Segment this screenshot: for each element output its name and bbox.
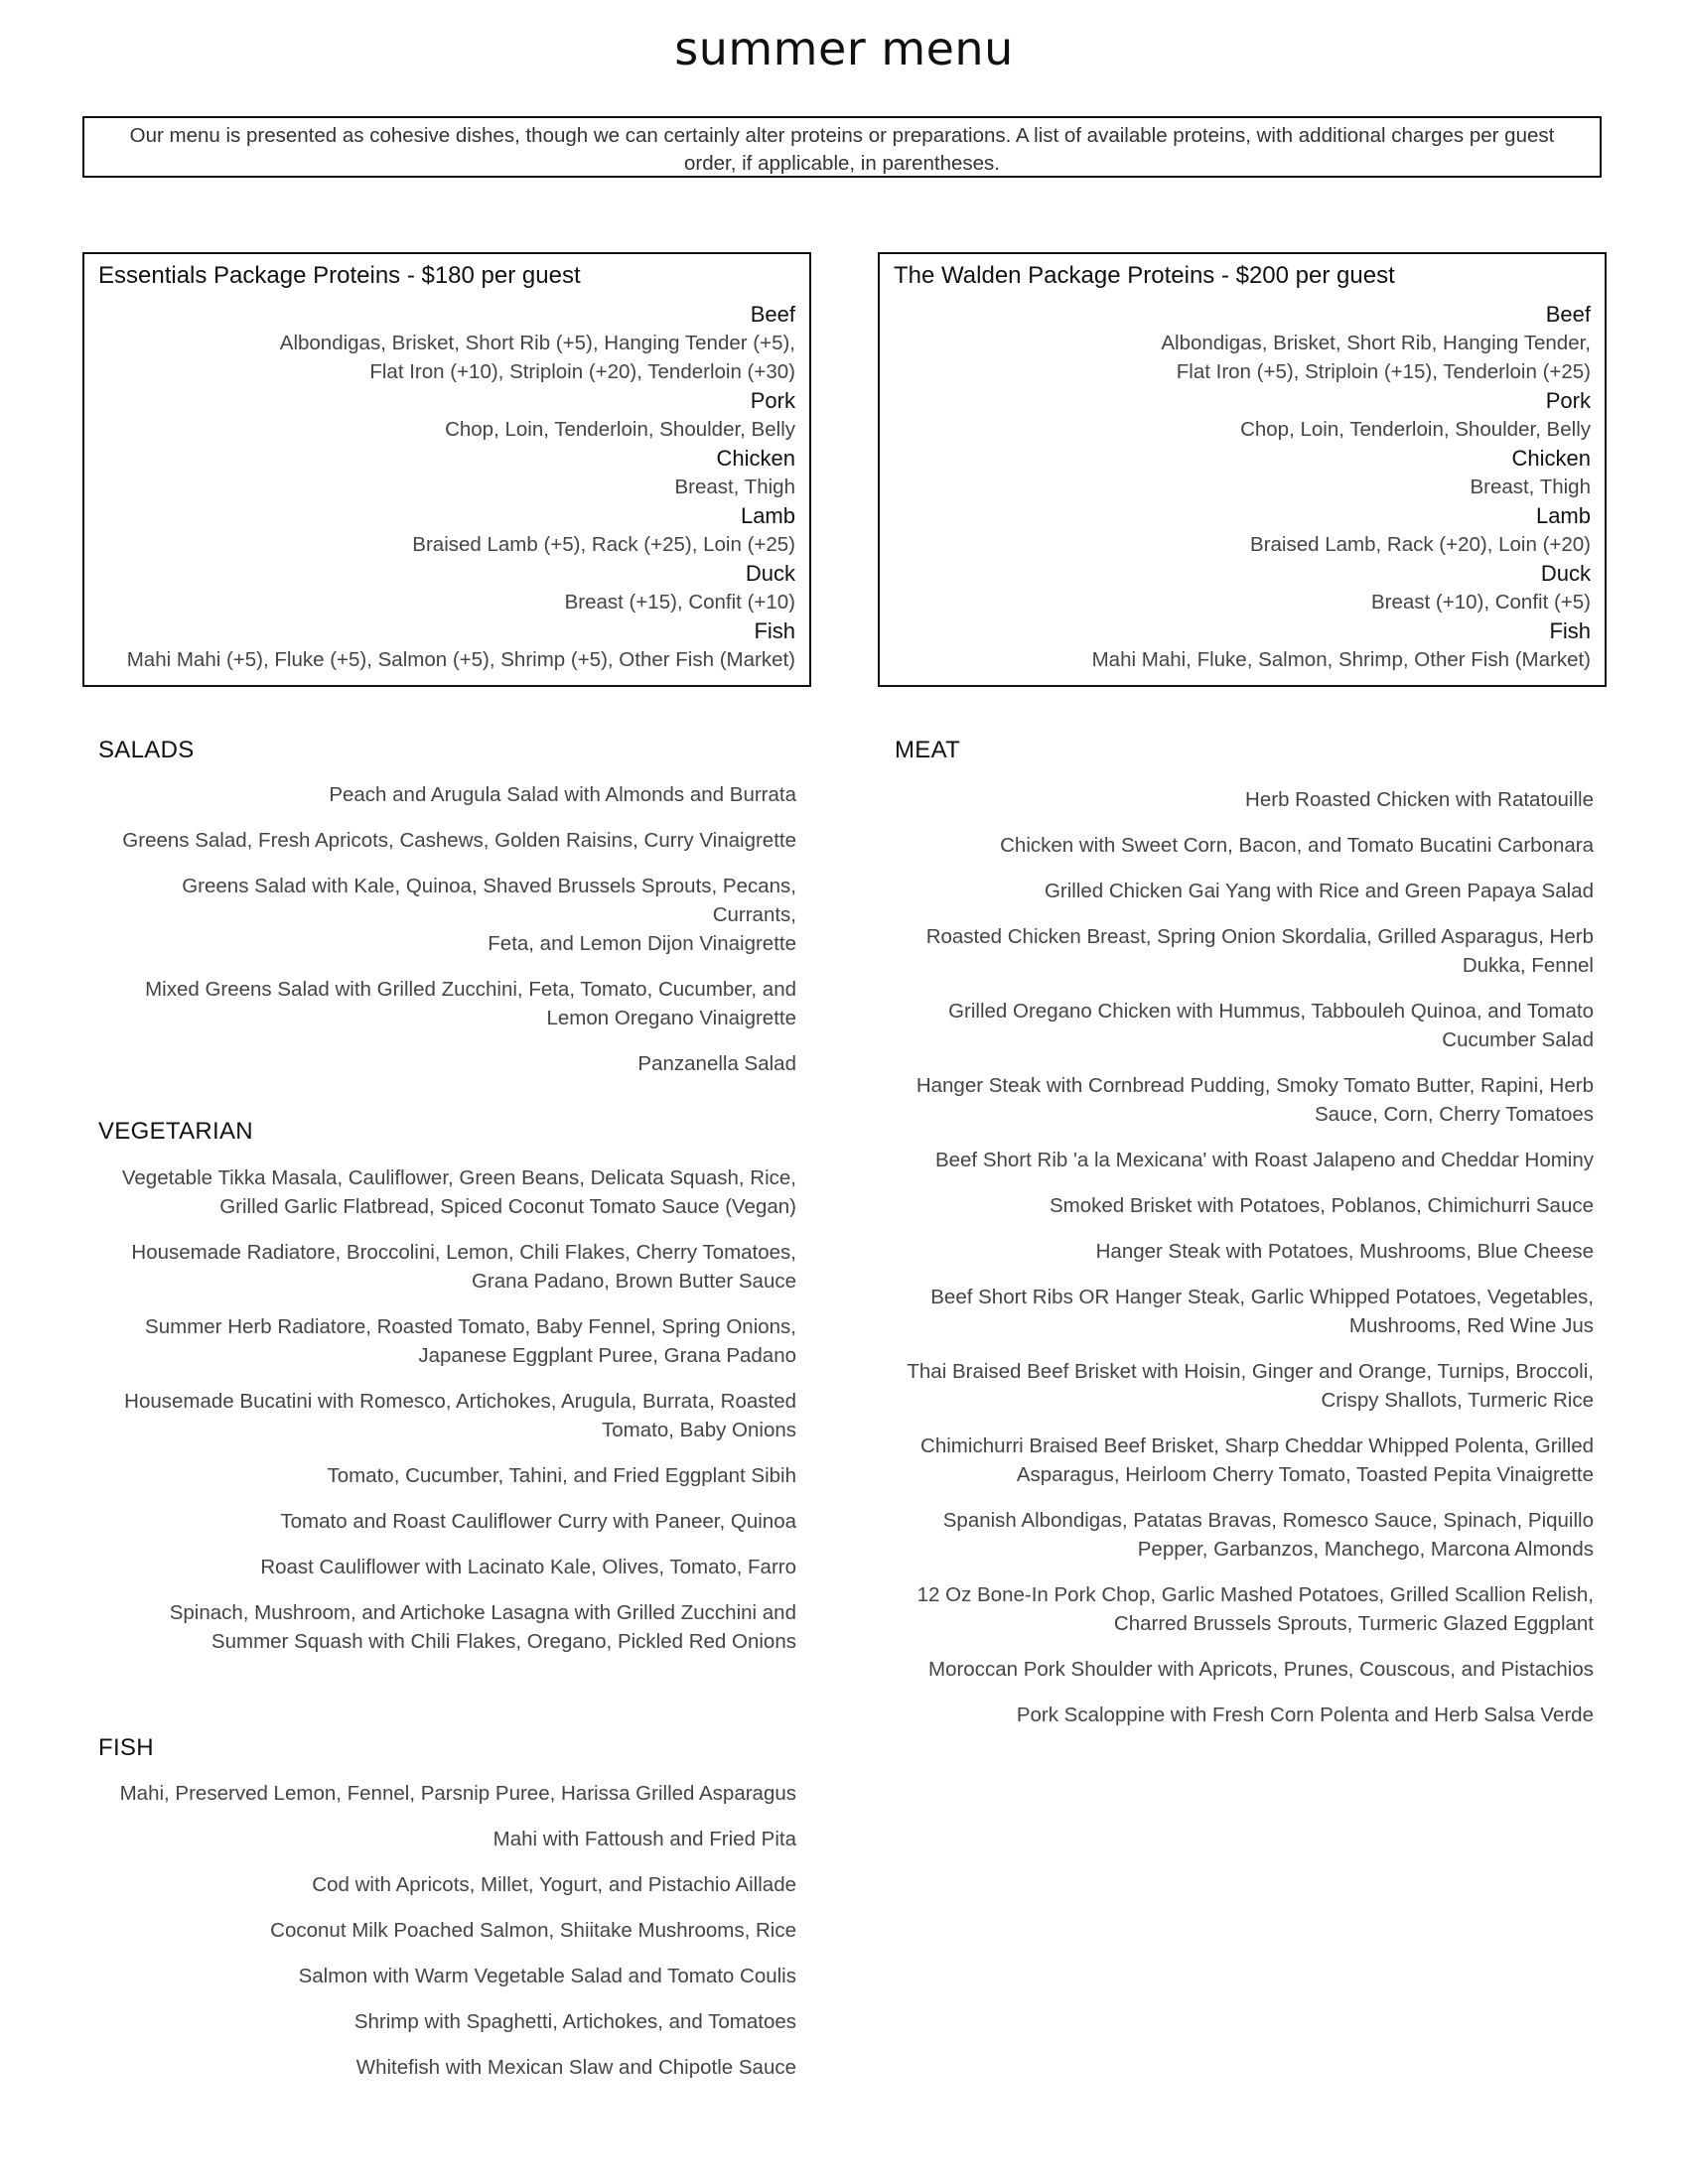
- menu-item: Greens Salad, Fresh Apricots, Cashews, Golden Raisins, Curry Vinaigrette: [122, 829, 796, 852]
- protein-options: Braised Lamb (+5), Rack (+25), Loin (+25): [412, 533, 795, 556]
- menu-item: Coconut Milk Poached Salmon, Shiitake Mushrooms, Rice: [270, 1919, 796, 1942]
- package-title: Essentials Package Proteins - $180 per guest: [98, 262, 581, 289]
- protein-category: Duck: [1540, 561, 1591, 586]
- protein-options: Breast, Thigh: [674, 476, 795, 498]
- protein-category: Fish: [754, 618, 795, 643]
- protein-category: Fish: [1549, 618, 1591, 643]
- menu-item: Thai Braised Beef Brisket with Hoisin, Ginger and Orange, Turnips, Broccoli, Crispy Shallots, Turmeric Rice: [907, 1360, 1594, 1412]
- menu-item: Spinach, Mushroom, and Artichoke Lasagna with Grilled Zucchini and Summer Squash with Chili Flakes, Oregano, Pickled Red Onions: [169, 1601, 796, 1653]
- menu-item: Pork Scaloppine with Fresh Corn Polenta and Herb Salsa Verde: [1016, 1704, 1594, 1726]
- protein-options: Breast (+10), Confit (+5): [1370, 591, 1591, 614]
- menu-item: Moroccan Pork Shoulder with Apricots, Prunes, Couscous, and Pistachios: [928, 1658, 1594, 1681]
- protein-category: Pork: [750, 388, 795, 413]
- salads-list: [98, 780, 796, 1095]
- protein-options: Mahi Mahi, Fluke, Salmon, Shrimp, Other Fish (Market): [1091, 648, 1591, 671]
- menu-item: Peach and Arugula Salad with Almonds and Burrata: [329, 783, 796, 806]
- menu-item: Chimichurri Braised Beef Brisket, Sharp Cheddar Whipped Polenta, Grilled Asparagus, Heirloom Cherry Tomato, Toasted Pepita Vinaigrette: [920, 1434, 1594, 1486]
- menu-item: Hanger Steak with Cornbread Pudding, Smoky Tomato Butter, Rapini, Herb Sauce, Corn, Cherry Tomatoes: [915, 1074, 1594, 1126]
- protein-category: Duck: [745, 561, 795, 586]
- menu-item: Grilled Chicken Gai Yang with Rice and Green Papaya Salad: [1044, 880, 1594, 902]
- menu-item: Housemade Bucatini with Romesco, Artichokes, Arugula, Burrata, Roasted Tomato, Baby Onions: [124, 1390, 796, 1441]
- fish-heading: FISH: [98, 1734, 154, 1761]
- page-title: summer menu: [674, 22, 1014, 75]
- menu-item: Panzanella Salad: [637, 1052, 796, 1075]
- menu-item: Beef Short Rib 'a la Mexicana' with Roast Jalapeno and Cheddar Hominy: [934, 1149, 1594, 1171]
- menu-item: Whitefish with Mexican Slaw and Chipotle Sauce: [355, 2056, 796, 2079]
- protein-category: Lamb: [1535, 503, 1591, 528]
- protein-category: Chicken: [1511, 446, 1591, 471]
- menu-item: Herb Roasted Chicken with Ratatouille: [1245, 788, 1594, 811]
- menu-item: Tomato, Cucumber, Tahini, and Fried Eggplant Sibih: [327, 1464, 796, 1487]
- menu-item: Vegetable Tikka Masala, Cauliflower, Green Beans, Delicata Squash, Rice, Grilled Garlic Flatbread, Spiced Coconut Tomato Sauce (Vegan): [121, 1166, 796, 1218]
- menu-item: Hanger Steak with Potatoes, Mushrooms, Blue Cheese: [1095, 1240, 1594, 1263]
- menu-item: Roast Cauliflower with Lacinato Kale, Olives, Tomato, Farro: [260, 1556, 796, 1578]
- intro-note: Our menu is presented as cohesive dishes, though we can certainly alter proteins or preparations. A list of available proteins, with additional charges per guest order, if applicable, in parentheses.: [82, 116, 1602, 178]
- protein-category: Lamb: [740, 503, 795, 528]
- menu-item: Mahi with Fattoush and Fried Pita: [492, 1828, 796, 1850]
- menu-item: Salmon with Warm Vegetable Salad and Tomato Coulis: [298, 1965, 796, 1987]
- vegetarian-heading: VEGETARIAN: [98, 1118, 253, 1145]
- fish-list: [98, 1779, 796, 2099]
- protein-options: Albondigas, Brisket, Short Rib (+5), Hanging Tender (+5), Flat Iron (+10), Striploin (+20), Tenderloin (+30): [279, 332, 795, 383]
- protein-options: Chop, Loin, Tenderloin, Shoulder, Belly: [445, 418, 795, 441]
- protein-options: Chop, Loin, Tenderloin, Shoulder, Belly: [1240, 418, 1591, 441]
- protein-options: Braised Lamb, Rack (+20), Loin (+20): [1250, 533, 1591, 556]
- menu-item: Chicken with Sweet Corn, Bacon, and Tomato Bucatini Carbonara: [1000, 834, 1594, 857]
- menu-item: Mahi, Preserved Lemon, Fennel, Parsnip Puree, Harissa Grilled Asparagus: [119, 1782, 796, 1805]
- package-title: The Walden Package Proteins - $200 per guest: [894, 262, 1395, 289]
- menu-item: Roasted Chicken Breast, Spring Onion Skordalia, Grilled Asparagus, Herb Dukka, Fennel: [925, 925, 1594, 977]
- menu-item: Beef Short Ribs OR Hanger Steak, Garlic Whipped Potatoes, Vegetables, Mushrooms, Red Wine Jus: [930, 1286, 1594, 1337]
- protein-options: Breast (+15), Confit (+10): [564, 591, 795, 614]
- menu-item: Housemade Radiatore, Broccolini, Lemon, Chili Flakes, Cherry Tomatoes, Grana Padano, Brown Butter Sauce: [131, 1241, 796, 1293]
- menu-item: Tomato and Roast Cauliflower Curry with Paneer, Quinoa: [280, 1510, 796, 1533]
- menu-item: Mixed Greens Salad with Grilled Zucchini, Feta, Tomato, Cucumber, and Lemon Oregano Vinaigrette: [145, 978, 796, 1029]
- meat-list: [878, 785, 1594, 1746]
- meat-heading: MEAT: [895, 737, 961, 763]
- menu-item: Cod with Apricots, Millet, Yogurt, and Pistachio Aillade: [312, 1873, 796, 1896]
- menu-item: Shrimp with Spaghetti, Artichokes, and Tomatoes: [353, 2010, 796, 2033]
- protein-list: [98, 300, 795, 674]
- essentials-package-box: [82, 252, 811, 687]
- menu-item: Smoked Brisket with Potatoes, Poblanos, Chimichurri Sauce: [1049, 1194, 1594, 1217]
- salads-heading: SALADS: [98, 737, 195, 763]
- menu-item: Spanish Albondigas, Patatas Bravas, Romesco Sauce, Spinach, Piquillo Pepper, Garbanzos, Manchego, Marcona Almonds: [942, 1509, 1594, 1561]
- protein-category: Pork: [1545, 388, 1591, 413]
- protein-category: Beef: [1545, 302, 1591, 327]
- protein-category: Beef: [750, 302, 795, 327]
- protein-options: Albondigas, Brisket, Short Rib, Hanging Tender, Flat Iron (+5), Striploin (+15), Tenderloin (+25): [1161, 332, 1591, 383]
- menu-item: 12 Oz Bone-In Pork Chop, Garlic Mashed Potatoes, Grilled Scallion Relish, Charred Brussels Sprouts, Turmeric Glazed Eggplant: [916, 1583, 1594, 1635]
- protein-options: Breast, Thigh: [1470, 476, 1591, 498]
- menu-item: Grilled Oregano Chicken with Hummus, Tabbouleh Quinoa, and Tomato Cucumber Salad: [948, 1000, 1594, 1051]
- protein-list: [894, 300, 1591, 674]
- menu-item: Summer Herb Radiatore, Roasted Tomato, Baby Fennel, Spring Onions, Japanese Eggplant Puree, Grana Padano: [145, 1315, 796, 1367]
- vegetarian-list: [98, 1163, 796, 1673]
- protein-category: Chicken: [716, 446, 795, 471]
- walden-package-box: [878, 252, 1607, 687]
- menu-item: Greens Salad with Kale, Quinoa, Shaved Brussels Sprouts, Pecans, Currants, Feta, and Lemon Dijon Vinaigrette: [182, 875, 796, 955]
- protein-options: Mahi Mahi (+5), Fluke (+5), Salmon (+5), Shrimp (+5), Other Fish (Market): [126, 648, 795, 671]
